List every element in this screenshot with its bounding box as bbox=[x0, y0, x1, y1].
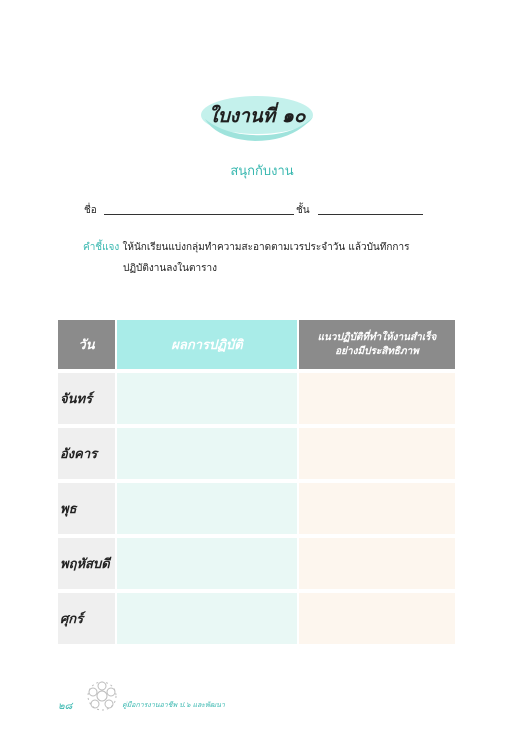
result-cell[interactable] bbox=[115, 369, 297, 424]
guide-cell[interactable] bbox=[297, 534, 455, 589]
guide-cell[interactable] bbox=[297, 479, 455, 534]
duty-table bbox=[58, 320, 455, 644]
name-blank-line bbox=[104, 214, 294, 215]
day-tuesday: อังคาร bbox=[58, 424, 115, 479]
table-row bbox=[58, 424, 455, 479]
guide-cell[interactable] bbox=[297, 424, 455, 479]
day-monday: จันทร์ bbox=[58, 369, 115, 424]
table-row bbox=[58, 369, 455, 424]
day-wednesday: พุธ bbox=[58, 479, 115, 534]
flower-ornament-icon bbox=[83, 678, 121, 714]
header-result: ผลการปฏิบัติ bbox=[115, 320, 297, 369]
instruction-label: คำชี้แจง bbox=[83, 242, 120, 253]
class-blank-line bbox=[318, 214, 423, 215]
header-guide bbox=[297, 320, 455, 369]
table-header-row bbox=[58, 320, 455, 369]
header-guide-line2: อย่างมีประสิทธิภาพ bbox=[335, 345, 419, 357]
header-guide-line1: แนวปฏิบัติที่ทำให้งานสำเร็จ bbox=[317, 331, 437, 343]
instructions bbox=[83, 237, 443, 279]
instruction-text-line2: ปฏิบัติงานลงในตาราง bbox=[123, 263, 217, 274]
result-cell[interactable] bbox=[115, 534, 297, 589]
instruction-text-line1: ให้นักเรียนแบ่งกลุ่มทำความสะอาดตามเวรประจำวัน แล้วบันทึกการ bbox=[122, 242, 410, 253]
day-friday: ศุกร์ bbox=[58, 589, 115, 644]
footer-book-title: คู่มือการงานอาชีพ ป.๖ และพัฒนา bbox=[122, 701, 225, 709]
table-row bbox=[58, 479, 455, 534]
worksheet-title: ใบงานที่ ๑๐ bbox=[208, 105, 306, 127]
page-number: ๒๘ bbox=[58, 701, 73, 712]
header-day: วัน bbox=[58, 320, 115, 369]
result-cell[interactable] bbox=[115, 424, 297, 479]
worksheet-title-badge bbox=[197, 95, 317, 141]
guide-cell[interactable] bbox=[297, 369, 455, 424]
guide-cell[interactable] bbox=[297, 589, 455, 644]
worksheet-subtitle: สนุกกับงาน bbox=[230, 164, 294, 179]
day-thursday: พฤหัสบดี bbox=[58, 534, 115, 589]
table-row bbox=[58, 534, 455, 589]
result-cell[interactable] bbox=[115, 589, 297, 644]
result-cell[interactable] bbox=[115, 479, 297, 534]
class-label: ชั้น bbox=[296, 205, 310, 216]
table-row bbox=[58, 589, 455, 644]
name-label: ชื่อ bbox=[84, 205, 97, 216]
